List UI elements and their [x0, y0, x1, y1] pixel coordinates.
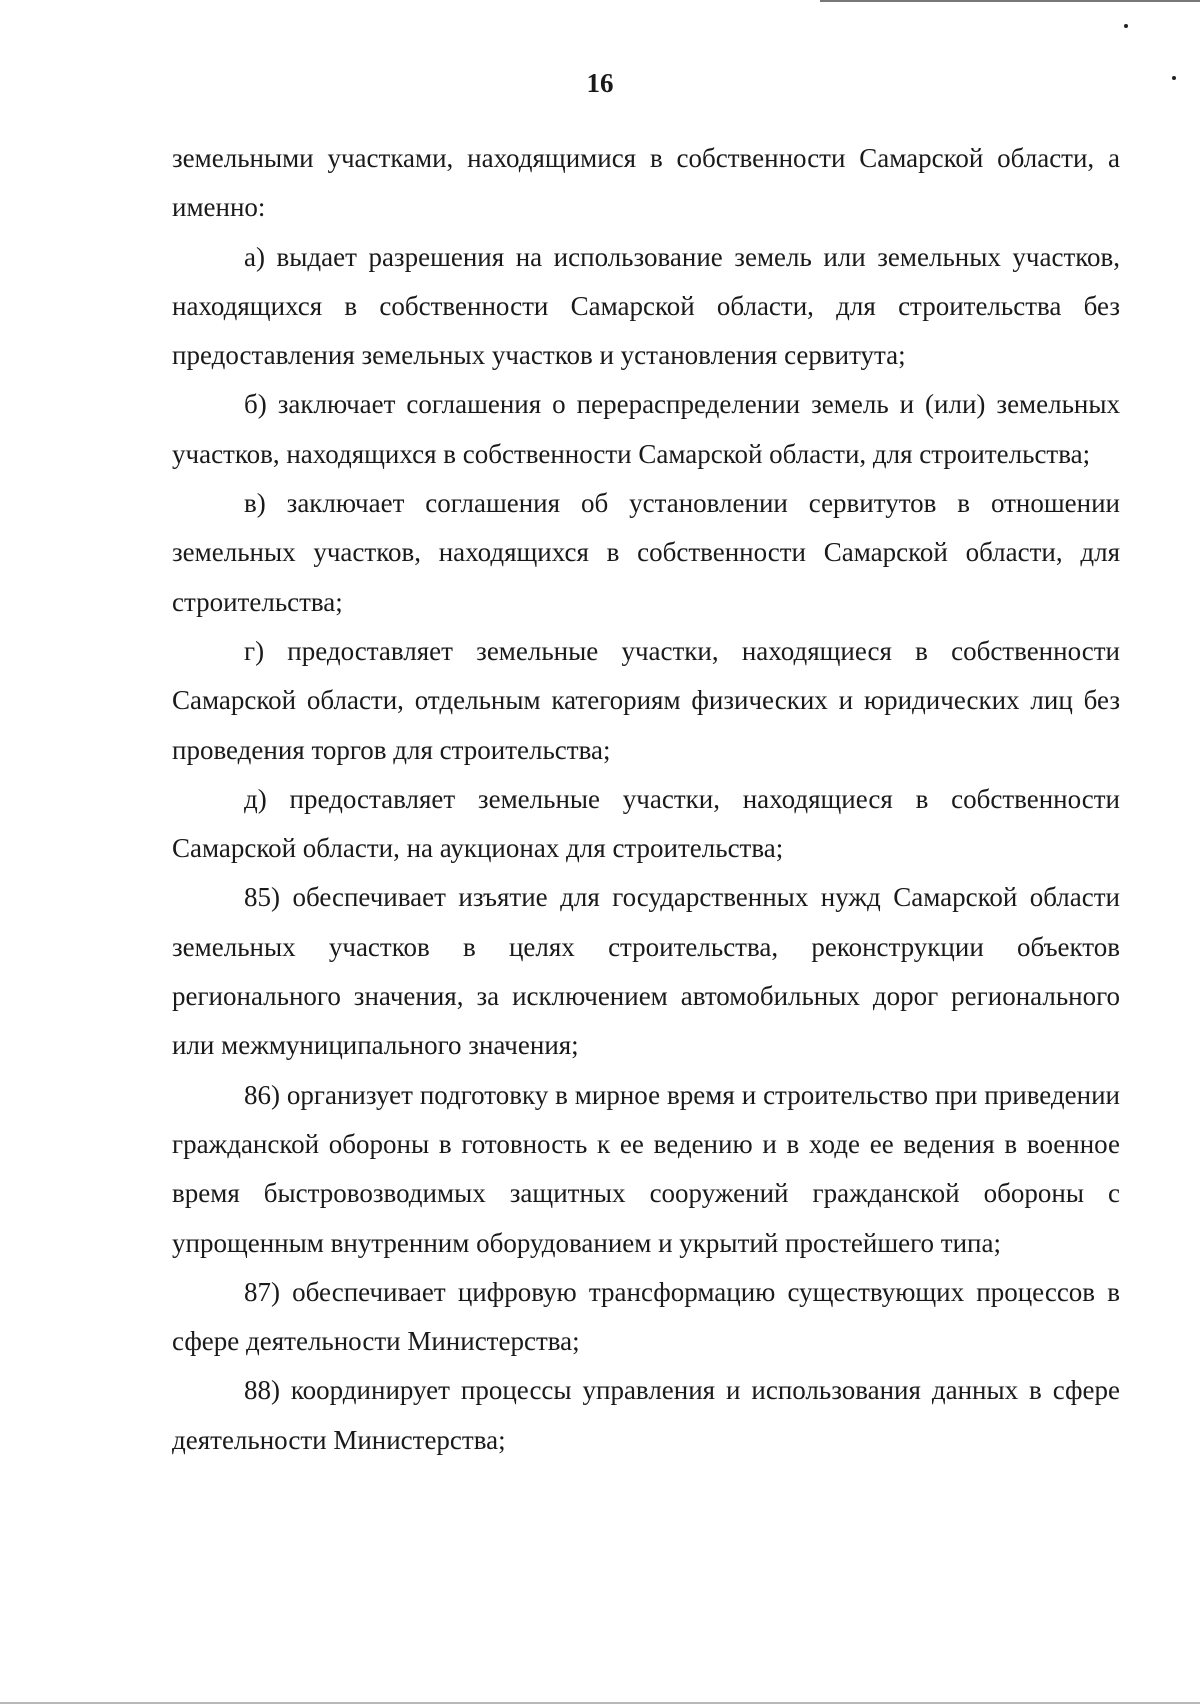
page-number: 16 — [586, 68, 614, 98]
paragraph-item-85: 85) обеспечивает изъятие для государственных нужд Самарской области земельных участков в целях строительства, реконструкции объектов регионального значения, за исключением автомобильных дорог регионального или межмуниципального значения; — [172, 882, 1120, 1061]
paragraph-item-g: г) предоставляет земельные участки, находящиеся в собственности Самарской области, отдельным категориям физических и юридических лиц без проведения торгов для строительства; — [172, 635, 1120, 765]
paragraph-intro: земельными участками, находящимися в собственности Самарской области, а именно: — [172, 143, 1120, 223]
paragraph-item-b: б) заключает соглашения о перераспределении земель и (или) земельных участков, находящихся в собственности Самарской области, для строительства; — [172, 389, 1120, 469]
scan-speck — [1124, 24, 1128, 28]
paragraph-item-87: 87) обеспечивает цифровую трансформацию существующих процессов в сфере деятельности Министерства; — [172, 1276, 1120, 1357]
document-body — [172, 134, 1120, 1465]
paragraph-item-v: в) заключает соглашения об установлении сервитутов в отношении земельных участков, находящихся в собственности Самарской области, для строительства; — [172, 488, 1120, 617]
scan-artifact-bottom — [0, 1702, 1200, 1704]
paragraph-item-a: а) выдает разрешения на использование земель или земельных участков, находящихся в собственности Самарской области, для строительства без предоставления земельных участков и установления сервитута; — [172, 241, 1120, 371]
scan-artifact-top — [820, 0, 1200, 2]
paragraph-item-d: д) предоставляет земельные участки, находящиеся в собственности Самарской области, на аукционах для строительства; — [172, 783, 1120, 864]
paragraph-item-88: 88) координирует процессы управления и использования данных в сфере деятельности Министерства; — [172, 1375, 1120, 1455]
paragraph-item-86: 86) организует подготовку в мирное время и строительство при приведении гражданской обороны в готовность к ее ведению и в ходе ее ведения в военное время быстровозводимых защитных сооружений гражданской обороны с упрощенным внутренним оборудованием и укрытий простейшего типа; — [172, 1079, 1120, 1258]
